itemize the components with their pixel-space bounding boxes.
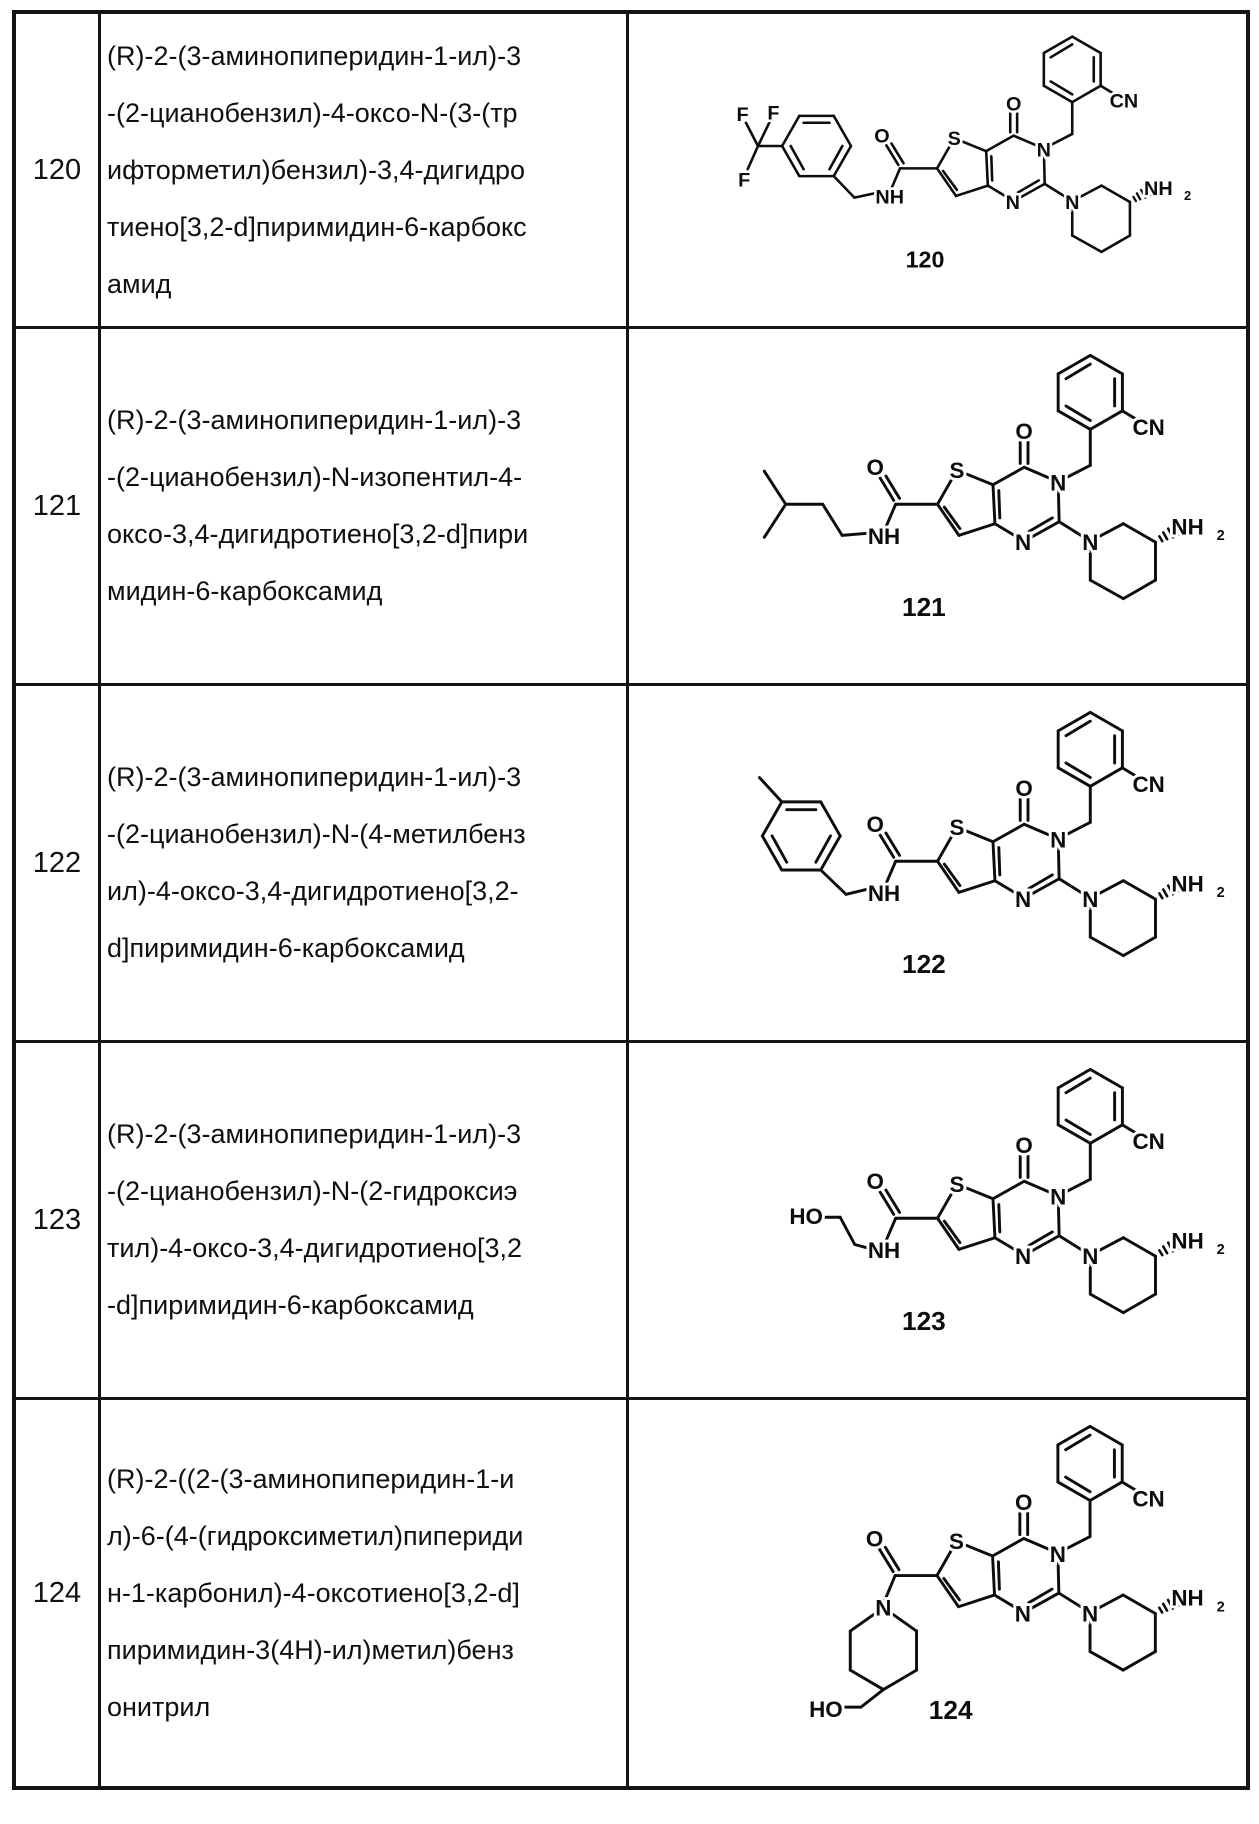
compound-number-cell [16,329,101,683]
compound-number: 120 [32,153,82,186]
trifluoromethylbenzyl-amide-group [736,102,904,208]
isopentyl-amide-group [764,471,900,549]
structure-cell [626,329,1246,683]
molecule-core [866,1069,1224,1312]
amide-nh-label: NH [867,1237,900,1263]
compound-number-cell [16,686,101,1040]
compound-number-cell [16,1400,101,1786]
compound-name: (R)-2-(3-аминопиперидин-1-ил)-3 -(2-цианобензил)-N-(4-метилбенз ил)-4-оксо-3,4-дигидротиено[3,2- d]пиримидин-6-карбоксамид [107,762,526,963]
compound-number-cell [16,1043,101,1397]
compound-name: (R)-2-(3-аминопиперидин-1-ил)-3 -(2-цианобензил)-N-изопентил-4- оксо-3,4-дигидротиено[3,2-d]пири мидин-6-карбоксамид [107,405,529,606]
table-row [16,326,1246,683]
structure-drawing-124 [629,1403,1246,1783]
table-row [16,1040,1246,1397]
compound-number: 124 [32,1576,82,1609]
fluorine-label: F [736,103,749,126]
amide-nh-label: NH [867,880,900,906]
fluorine-label: F [767,102,780,125]
molecule-core [866,1426,1225,1670]
compound-number: 122 [32,846,82,879]
table-row [16,1397,1246,1786]
compound-table [12,10,1250,1790]
amide-nh-label: NH [867,523,900,549]
structure-number: 123 [901,1305,946,1336]
compound-number-cell [16,14,101,326]
hydroxyl-label: HO [809,1696,843,1722]
structure-number: 124 [928,1694,973,1725]
compound-name: (R)-2-(3-аминопиперидин-1-ил)-3 -(2-цианобензил)-4-оксо-N-(3-(тр ифторметил)бензил)-3,4-дигидро тиено[3,2-d]пиримидин-6-карбокс амид [107,40,527,299]
compound-number: 121 [32,489,82,522]
hydroxymethylpiperidine-carbonyl-group [809,1575,916,1721]
structure-drawing-120 [665,16,1210,324]
structure-drawing-123 [630,1046,1246,1394]
amide-nh-label: NH [875,186,905,209]
hydroxyethyl-amide-group [789,1204,900,1263]
compound-name: (R)-2-(3-аминопиперидин-1-ил)-3 -(2-цианобензил)-N-(2-гидроксиэ тил)-4-оксо-3,4-дигидротиено[3,2 -d]пиримидин-6-карбоксамид [107,1119,523,1320]
table-row [16,14,1246,326]
compound-number: 123 [32,1203,82,1236]
structure-cell [626,14,1246,326]
structure-cell [626,686,1246,1040]
structure-cell [626,1043,1246,1397]
structure-number: 122 [901,948,946,979]
structure-drawing-121 [630,332,1246,680]
structure-drawing-122 [630,689,1246,1037]
structure-number: 120 [905,246,945,273]
molecule-core [874,37,1191,252]
hydroxyl-label: HO [788,1203,823,1229]
molecule-core [866,712,1224,955]
piperidine-n-label: N [875,1595,892,1621]
structure-cell [626,1400,1246,1786]
fluorine-label: F [738,169,751,192]
table-row [16,683,1246,1040]
structure-number: 121 [901,591,946,622]
molecule-core [866,355,1224,598]
methylbenzyl-amide-group [759,777,900,906]
compound-name: (R)-2-((2-(3-аминопиперидин-1-и л)-6-(4-(гидроксиметил)пипериди н-1-карбонил)-4-оксотиено[3,2-d] пиримидин-3(4H)-ил)метил)бенз онитрил [107,1463,524,1722]
